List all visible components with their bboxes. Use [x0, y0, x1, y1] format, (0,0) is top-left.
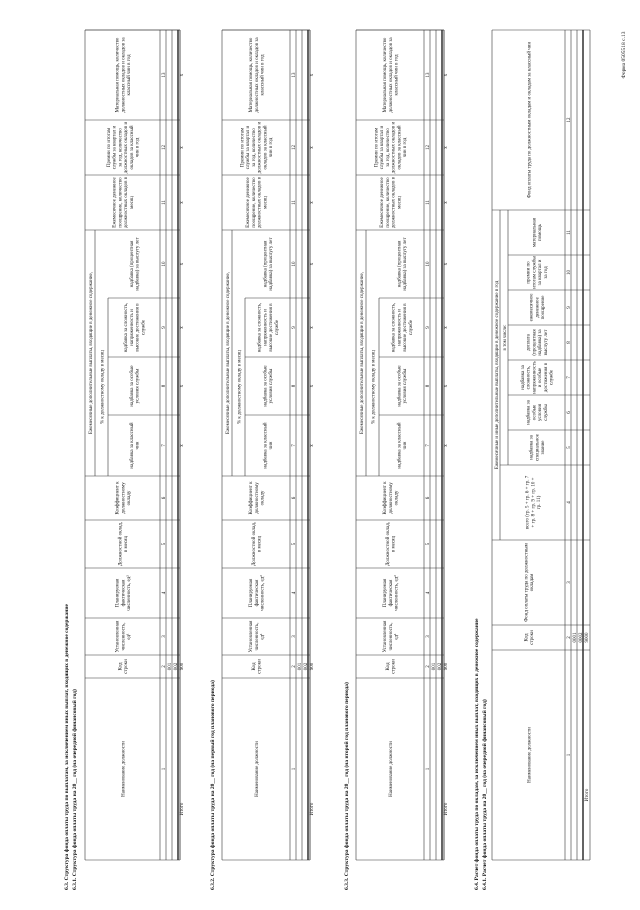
column-number: 8 — [161, 384, 167, 388]
total-label: Итого — [179, 802, 185, 816]
column-number: 2 — [425, 665, 431, 668]
column-header-c7: надбавка за классныйчин — [263, 422, 275, 469]
total-cell-x: x — [179, 384, 185, 388]
total-cell-x: x — [309, 146, 315, 149]
column-number: 7 — [566, 376, 572, 379]
total-code: 900 — [179, 662, 185, 671]
column-header-c9: надбавка за сложность,напряженность ивысокие достижения вслужбе — [124, 302, 147, 353]
column-header-code: Кодстроки — [118, 659, 130, 674]
column-number: 10 — [161, 261, 167, 267]
form-code: Форма 0505518 с.13 — [621, 31, 627, 79]
column-number: 6 — [291, 496, 297, 500]
section-title-6-3-2: 6.3.2. Структура фонда оплаты труда на 20__ год (на первый год планового периода) — [210, 680, 216, 890]
row-code: 001 — [431, 662, 437, 671]
column-number: 12 — [291, 145, 297, 150]
column-header-salary: Должностной оклад,в месяц — [385, 521, 397, 567]
column-header-total: всего (гр. 5 + гр. 6 + гр. 7+ гр. 8 + гр. 9 + гр. 10 +гр. 11) — [525, 475, 542, 530]
column-number: 8 — [425, 384, 431, 388]
column-header-c8: надбавка за особыеусловия службы — [129, 365, 141, 407]
table-6-3-2 — [222, 30, 315, 860]
column-number: 1 — [566, 753, 572, 757]
column-number: 13 — [291, 72, 297, 78]
table-text — [89, 37, 185, 816]
column-header-c12: Премии по итогамслужбы за квартал иза год, количестводолжностных окладов иокладов за классныйчин в год — [374, 121, 409, 174]
column-header-c13: Материальная помощь, количестводолжностных окладов и окладов заклассный чин в год — [383, 37, 400, 113]
section-title-6-3-1: 6.3.1. Структура фонда оплаты труда на 20__ год (на очередной финансовый год) — [72, 689, 78, 890]
row-code: 0001 — [572, 632, 578, 643]
column-header-c7: надбавка за классныйчин — [397, 422, 409, 469]
total-cell-x: x — [443, 146, 449, 149]
section-title-6-4-1: 6.4.1. Расчет фонда оплаты труда на 20__ год (на очередной финансовый год) — [482, 699, 488, 890]
total-cell-x: x — [443, 73, 449, 77]
column-header-name: Наименование должности — [388, 741, 394, 797]
column-number: 8 — [566, 341, 572, 344]
column-header-name: Наименование должности — [254, 741, 260, 797]
column-header-c11: Ежемесячное денежноепоощрение, количестводолжностных окладов вмесяц — [112, 176, 135, 229]
column-header-c11: материальнаяпомощь — [532, 217, 544, 248]
column-header-c11: Ежемесячное денежноепоощрение, количестводолжностных окладов вмесяц — [246, 176, 269, 229]
column-number: 5 — [425, 542, 431, 546]
column-number: 3 — [291, 635, 297, 638]
column-number: 2 — [566, 636, 572, 639]
column-number: 3 — [161, 635, 167, 638]
column-number: 1 — [425, 767, 431, 771]
total-cell-x: x — [309, 201, 315, 204]
subgroup-header: % к должностному окладу в месяц — [237, 350, 243, 424]
row-code: 001 — [167, 662, 173, 671]
total-cell-x: x — [179, 326, 185, 329]
column-number: 11 — [161, 200, 167, 205]
column-header-staff: Установленнаячисленность,ед¹ — [249, 620, 266, 653]
total-cell-x: x — [443, 201, 449, 204]
table-text — [360, 37, 449, 816]
column-header-c9: надбавка за сложность,напряженность ивысокие достижения вслужбе — [257, 302, 280, 353]
column-header-code: Кодстроки — [385, 659, 397, 674]
total-cell-x: x — [179, 444, 185, 447]
column-header-c5: надбавка заспециальноезвание — [529, 434, 546, 461]
column-number: 9 — [566, 306, 572, 309]
column-number: 1 — [291, 767, 297, 771]
column-header-salary: Должностной оклад,в месяц — [251, 521, 263, 567]
column-header-c10: надбавка (процентнаянадбавка) за выслугу лет — [397, 237, 409, 291]
column-number: 2 — [291, 665, 297, 668]
column-number: 13 — [161, 72, 167, 78]
column-header-c7: надбавка за классныйчин — [129, 422, 141, 469]
column-header-planned: Планируемаяфактическаячисленность, ед² — [383, 575, 400, 611]
column-number: 5 — [161, 542, 167, 546]
column-number: 9 — [291, 326, 297, 329]
column-number: 11 — [291, 200, 297, 205]
total-cell-x: x — [443, 262, 449, 266]
column-number: 10 — [291, 261, 297, 267]
total-code: 9000 — [584, 632, 590, 643]
column-header-c13: Материальная помощь, количестводолжностных окладов и окладов заклассный чин в год — [115, 37, 132, 113]
table-text — [495, 42, 590, 802]
table-text — [226, 37, 315, 816]
total-cell-x: x — [179, 73, 185, 77]
column-header-c8: доплата(процентнаянадбавка) завыслугу лет — [526, 329, 549, 356]
total-cell-x: x — [443, 384, 449, 388]
column-number: 3 — [566, 581, 572, 584]
column-header-c12: Премии по итогамслужбы за квартал иза год, количестводолжностных окладов иокладов за классныйчин в год — [240, 121, 275, 174]
column-number: 7 — [291, 444, 297, 447]
column-header-name: Наименование должности — [527, 727, 533, 783]
row-code: 002 — [173, 662, 179, 671]
column-number: 13 — [425, 72, 431, 78]
column-header-c12: Премии по итогамслужбы за квартал иза год, количестводолжностных окладов иокладов за классныйчин в год — [106, 121, 141, 174]
column-header-c8: надбавка за особыеусловия службы — [263, 365, 275, 407]
column-header-coef: Коэффициент кдолжностномуокладу — [383, 481, 400, 515]
total-cell-x: x — [309, 326, 315, 329]
column-header-c6: надбавка заособыеусловияслужбы — [526, 400, 549, 425]
column-header-name: Наименование должности — [121, 741, 127, 797]
column-number: 12 — [161, 145, 167, 150]
column-number: 12 — [425, 145, 431, 150]
column-number: 10 — [566, 270, 572, 275]
row-code: 002 — [303, 662, 309, 671]
column-header-code: Кодстроки — [524, 630, 536, 645]
column-number: 2 — [161, 665, 167, 668]
total-label: Итого — [309, 802, 315, 816]
column-number: 9 — [161, 326, 167, 329]
table-6-3-3 — [356, 30, 449, 860]
column-number: 12 — [566, 117, 572, 123]
total-cell-x: x — [179, 201, 185, 204]
column-number: 3 — [425, 635, 431, 638]
column-number: 4 — [566, 501, 572, 504]
column-header-salary: Должностной оклад,в месяц — [118, 521, 130, 567]
table-6-4-1 — [492, 30, 590, 860]
subgroup-header: % к должностному окладу в месяц — [100, 350, 106, 424]
section-title-6-4: 6.4. Расчет фонда оплаты труда по окладам, за исключением иных выплат, входящих в денежное содержание — [474, 618, 480, 890]
column-header-code: Кодстроки — [251, 659, 263, 674]
column-number: 1 — [161, 767, 167, 771]
row-code: 001 — [297, 662, 303, 671]
column-header-c12: Фонд оплаты труда по должностным окладам и окладам за классный чин — [527, 41, 533, 199]
subgroup-header: в том числе: — [502, 324, 508, 351]
total-cell-x: x — [443, 326, 449, 329]
column-header-c11: Ежемесячное денежноепоощрение, количестводолжностных окладов вмесяц — [380, 176, 403, 229]
column-header-staff: Установленнаячисленность,ед¹ — [115, 620, 132, 653]
column-number: 10 — [425, 261, 431, 267]
total-cell-x: x — [309, 262, 315, 266]
column-header-c8: надбавка за особыеусловия службы — [397, 365, 409, 407]
column-number: 7 — [161, 444, 167, 447]
column-header-c7: надбавка засложность,напряженностьи особыедостижения вслужбе — [520, 361, 555, 394]
column-header-coef: Коэффициент кдолжностномуокладу — [249, 481, 266, 515]
column-number: 6 — [161, 496, 167, 500]
total-code: 900 — [443, 662, 449, 671]
total-label: Итого — [443, 802, 449, 816]
subgroup-header: % к должностному окладу в месяц — [371, 350, 377, 424]
column-header-c9: надбавка за сложность,напряженность ивысокие достижения вслужбе — [391, 302, 414, 353]
group-header: Ежемесячные и иные дополнительные выплаты, входящие в денежное содержание в год — [494, 280, 500, 470]
column-header-staff: Установленнаячисленность,ед¹ — [383, 620, 400, 653]
column-header-c10: надбавка (процентнаянадбавка) за выслугу лет — [263, 237, 275, 291]
total-code: 900 — [309, 662, 315, 671]
column-header-fund: Фонд оплаты труда по должностнымокладам — [524, 543, 536, 622]
column-number: 6 — [566, 411, 572, 414]
column-header-c10: надбавка (процентнаянадбавка) за выслугу лет — [129, 237, 141, 291]
column-number: 9 — [425, 326, 431, 329]
column-number: 4 — [161, 591, 167, 595]
column-number: 8 — [291, 384, 297, 388]
column-number: 11 — [566, 230, 572, 235]
table-6-3-1 — [85, 30, 185, 860]
total-cell-x: x — [179, 146, 185, 149]
total-cell-x: x — [309, 444, 315, 447]
section-title-6-3-3: 6.3.3. Структура фонда оплаты труда на 20__ год (на второй год планового периода) — [344, 682, 350, 890]
column-header-planned: Планируемаяфактическаячисленность, ед² — [115, 575, 132, 611]
column-number: 5 — [566, 446, 572, 449]
row-code: 0002 — [578, 632, 584, 643]
section-title-6-3: 6.3. Структура фонда оплаты труда по выплатам, за исключением иных выплат, входящих в денежное содержание — [64, 604, 70, 890]
column-number: 5 — [291, 542, 297, 546]
total-cell-x: x — [309, 73, 315, 77]
column-header-c13: Материальная помощь, количестводолжностных окладов и окладов заклассный чин в год — [249, 37, 266, 113]
column-header-c10: премии поитогам службыза квартал иза год — [526, 256, 549, 289]
group-header: Ежемесячные дополнительные выплаты, входящие в денежное содержание, — [88, 271, 94, 435]
total-label: Итого — [584, 788, 590, 802]
column-header-coef: Коэффициент кдолжностномуокладу — [115, 481, 132, 515]
group-header: Ежемесячные дополнительные выплаты, входящие в денежное содержание, — [359, 271, 365, 435]
column-number: 4 — [291, 591, 297, 595]
column-header-c9: ежемесячноеденежноепоощрение — [529, 293, 546, 322]
column-number: 4 — [425, 591, 431, 595]
column-number: 11 — [425, 200, 431, 205]
column-number: 6 — [425, 496, 431, 500]
total-cell-x: x — [309, 384, 315, 388]
total-cell-x: x — [443, 444, 449, 447]
group-header: Ежемесячные дополнительные выплаты, входящие в денежное содержание, — [225, 271, 231, 435]
column-header-planned: Планируемаяфактическаячисленность, ед² — [249, 575, 266, 611]
column-number: 7 — [425, 444, 431, 447]
total-cell-x: x — [179, 262, 185, 266]
row-code: 002 — [437, 662, 443, 671]
